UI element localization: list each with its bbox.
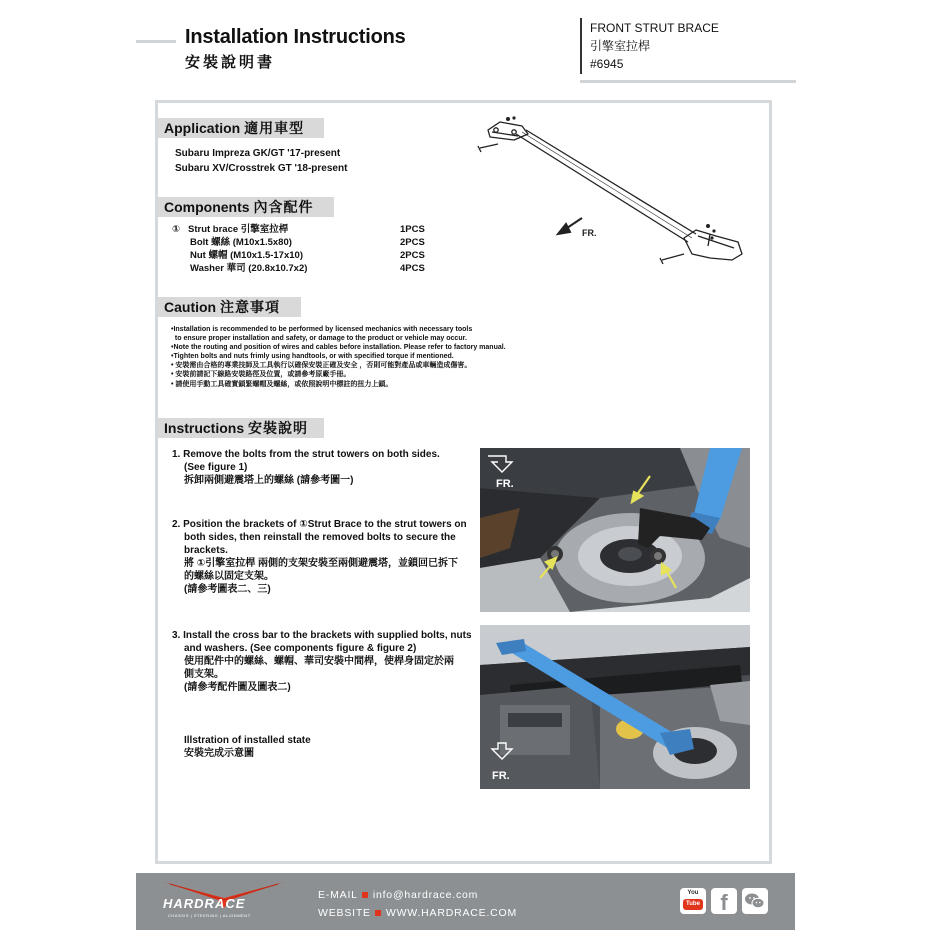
strut-brace-diagram [470,110,760,275]
figure-1-photo [480,448,750,612]
application-heading: Application 適用車型 [158,118,324,138]
components-heading: Components 內含配件 [158,197,334,217]
website-row: WEBSITE WWW.HARDRACE.COM [318,907,518,919]
vehicle-item: Subaru Impreza GK/GT '17-present [175,148,341,159]
caution-list [171,325,506,389]
website-link[interactable]: WWW.HARDRACE.COM [385,907,518,919]
caution-line: •Tighten bolts and nuts frimly using handtools, or with specified torque if mentioned. [171,353,454,361]
caution-line: • 安裝前請記下線路安裝路徑及位置，或請參考原廠手冊。 [171,371,351,379]
product-name-zh: 引擎室拉桿 [590,39,651,53]
caution-line: •Installation is recommended to be performed by licensed mechanics with necessary tools [171,326,473,333]
red-square-icon [362,892,368,898]
caution-line: • 請使用手動工具確實鎖緊螺帽及螺絲，或依照說明中標註的扭力上鎖。 [171,380,393,388]
instructions-heading: Instructions 安裝說明 [158,418,324,438]
footer-contact [318,886,517,922]
product-name: FRONT STRUT BRACE [590,21,719,35]
header-divider [580,18,582,74]
youtube-icon[interactable]: You Tube [680,888,706,914]
email-row: E-MAIL info@hardrace.com [318,889,479,901]
red-square-icon [375,910,381,916]
product-info [590,19,719,73]
header-rule-left [136,40,176,43]
header-rule-right [580,80,796,83]
application-list [175,146,347,176]
vehicle-item: Subaru XV/Crosstrek GT '18-present [175,163,348,174]
figure-2-fr-label: FR. [492,770,510,782]
facebook-icon[interactable]: f [711,888,737,914]
step-1: 1. Remove the bolts from the strut towers on both sides. (See figure 1) 拆卸兩側避震塔上的螺絲 (請參考圖一) [172,449,440,486]
caution-line: • 安裝需由合格的專業技師及工具執行以確保安裝正確及安全 ，否則可能對產品或車輛造成傷害。 [171,362,472,370]
part-number: #6945 [590,57,624,71]
page-title: Installation Instructions [185,26,406,48]
figure-1-fr-label: FR. [496,478,514,490]
email-link[interactable]: info@hardrace.com [372,889,479,901]
page-title-zh: 安裝說明書 [185,53,276,71]
step-2: 2. Position the brackets of ①Strut Brace to the strut towers on both sides, then reinstall the removed bolts to secure the brackets. 將 ①引擎室拉桿 兩側的支架安裝至兩側避震塔，並鎖回已拆下 的螺絲以固定支架。 (請參考圖表二、三) [172,519,467,595]
installed-caption: Illstration of installed state 安裝完成示意圖 [184,735,311,759]
step-3: 3. Install the cross bar to the brackets with supplied bolts, nuts and washers. (See components figure & figure 2) 使用配件中的螺絲、螺帽、華司安裝中間桿，使桿身固定於兩 側支架。 (請參考配件圖及圖表二) [172,630,472,693]
caution-line: •Note the routing and position of wires and cables before installation. Please refer to factory manual. [171,344,506,352]
wechat-glyph-icon [742,888,768,914]
wechat-icon[interactable] [742,888,768,914]
diagram-fr-label: FR. [582,228,597,238]
caution-heading: Caution 注意事項 [158,297,301,317]
engine-bay-strut-tower-image [480,448,750,612]
installed-strut-brace-image [480,625,750,789]
footer-logo-tagline: CHASSIS | STEERING | ALIGNMENT [168,913,251,918]
figure-2-photo [480,625,750,789]
caution-line: to ensure proper installation and safety, or damage to the product or vehicle may occur. [171,335,467,343]
footer-logo: HARDRACE [163,896,246,911]
